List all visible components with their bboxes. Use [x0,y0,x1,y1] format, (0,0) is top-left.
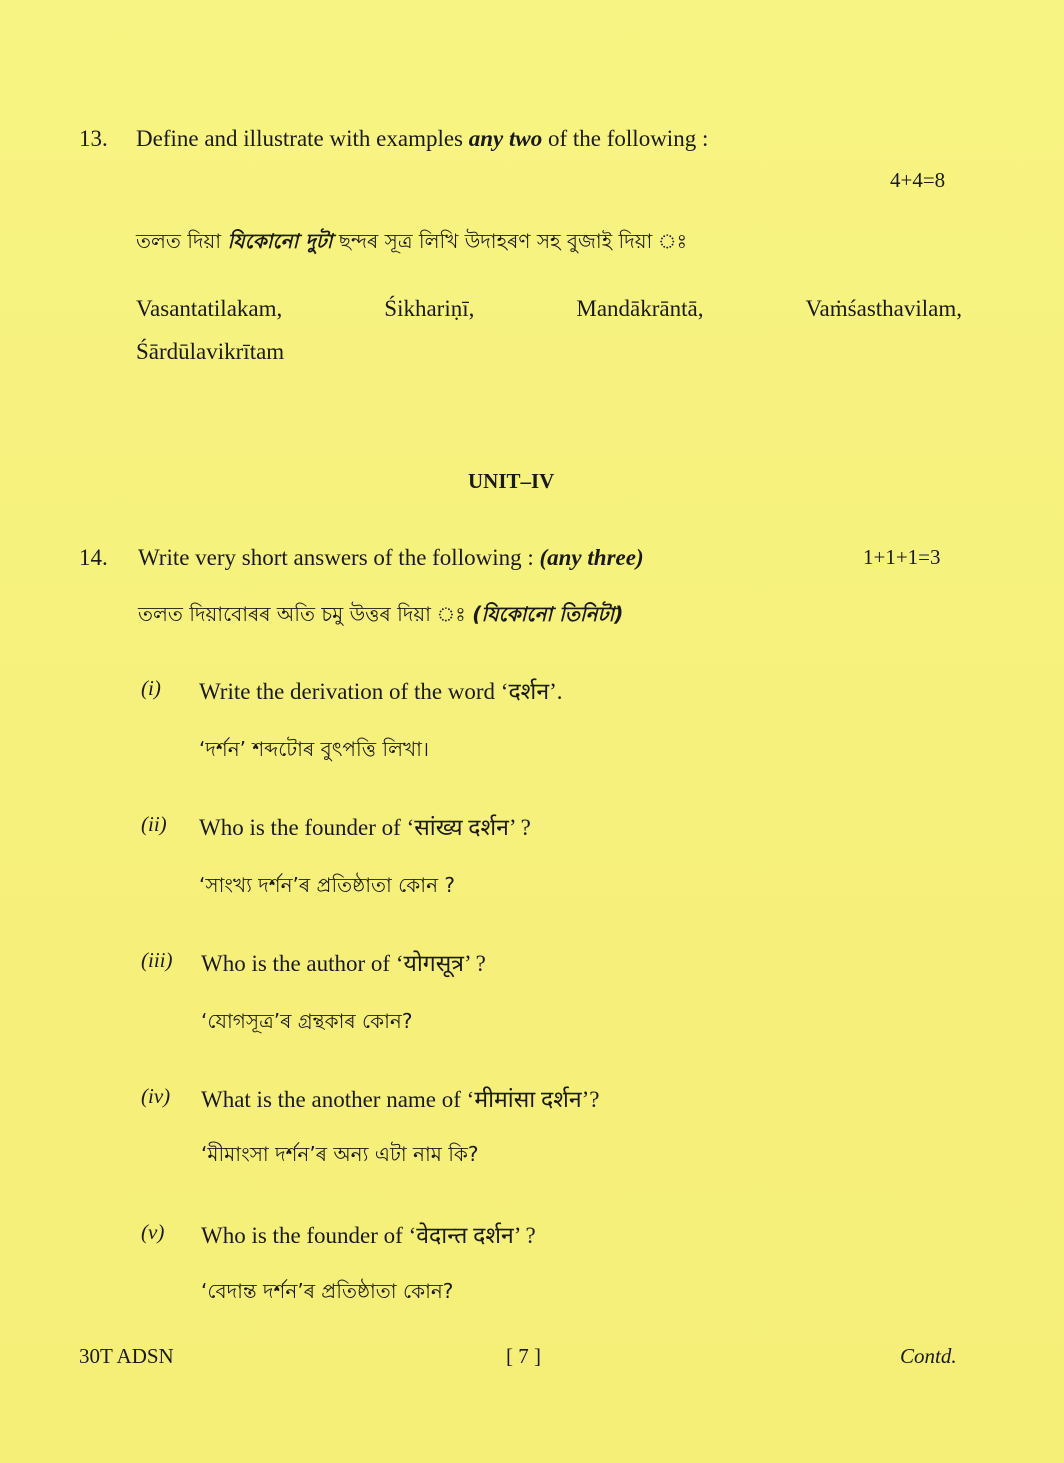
sub-question-assamese: ‘সাংখ্য দৰ্শন’ৰ প্ৰতিষ্ঠাতা কোন ? [199,873,455,897]
meter-item: Vaṁśasthavilam, [805,296,962,321]
sub-question-text: What is the another name of ‘मीमांसा दर्शन’? [201,1087,600,1112]
meter-list [136,296,962,322]
meter-item: Śikhariṇī, [384,296,475,321]
sub-question-text: Who is the founder of ‘सांख्य दर्शन’ ? [199,815,531,840]
question-14-text: Write very short answers of the following : (any three) [138,545,644,570]
question-14-assamese: তলত দিয়াবোৰৰ অতি চমু উত্তৰ দিয়া ঃ (যিকোনো তিনিটা) [138,602,624,626]
sub-question-label: (v) [141,1220,165,1244]
question-13-assamese: তলত দিয়া যিকোনো দুটা ছন্দৰ সূত্ৰ লিখি উদাহৰণ সহ বুজাই দিয়া ঃ [136,229,688,253]
sub-question-text: Who is the author of ‘योगसूत्र’ ? [201,951,486,976]
sub-question-label: (i) [141,676,161,700]
sub-question-text: Who is the founder of ‘वेदान्त दर्शन’ ? [201,1223,536,1248]
sub-question-label: (iv) [141,1084,171,1108]
unit-heading: UNIT–IV [468,469,555,493]
sub-question-text: Write the derivation of the word ‘दर्शन’. [199,679,563,704]
meter-item: Śārdūlavikrītam [136,339,285,364]
question-13-marks: 4+4=8 [890,168,946,192]
sub-question-label: (iii) [141,948,173,972]
sub-question-label: (ii) [141,812,167,836]
question-14-marks: 1+1+1=3 [863,545,941,569]
sub-question-assamese: ‘যোগসূত্ৰ’ৰ গ্ৰন্থকাৰ কোন? [201,1009,413,1033]
sub-question-assamese: ‘দৰ্শন’ শব্দটোৰ বুৎপত্তি লিখা। [199,737,430,761]
meter-item: Vasantatilakam, [136,296,283,321]
meter-item: Mandākrāntā, [576,296,704,321]
sub-question-assamese: ‘মীমাংসা দৰ্শন’ৰ অন্য এটা নাম কি? [201,1142,479,1166]
sub-question-assamese: ‘বেদান্ত দৰ্শন’ৰ প্ৰতিষ্ঠাতা কোন? [201,1279,454,1303]
question-14-number: 14. [79,545,108,570]
question-13-number: 13. [79,126,108,151]
question-13-text: Define and illustrate with examples any two of the following : [136,126,709,151]
footer-paper-code: 30T ADSN [79,1344,174,1368]
footer-page-number: [ 7 ] [506,1344,541,1368]
footer-continued: Contd. [900,1344,957,1368]
